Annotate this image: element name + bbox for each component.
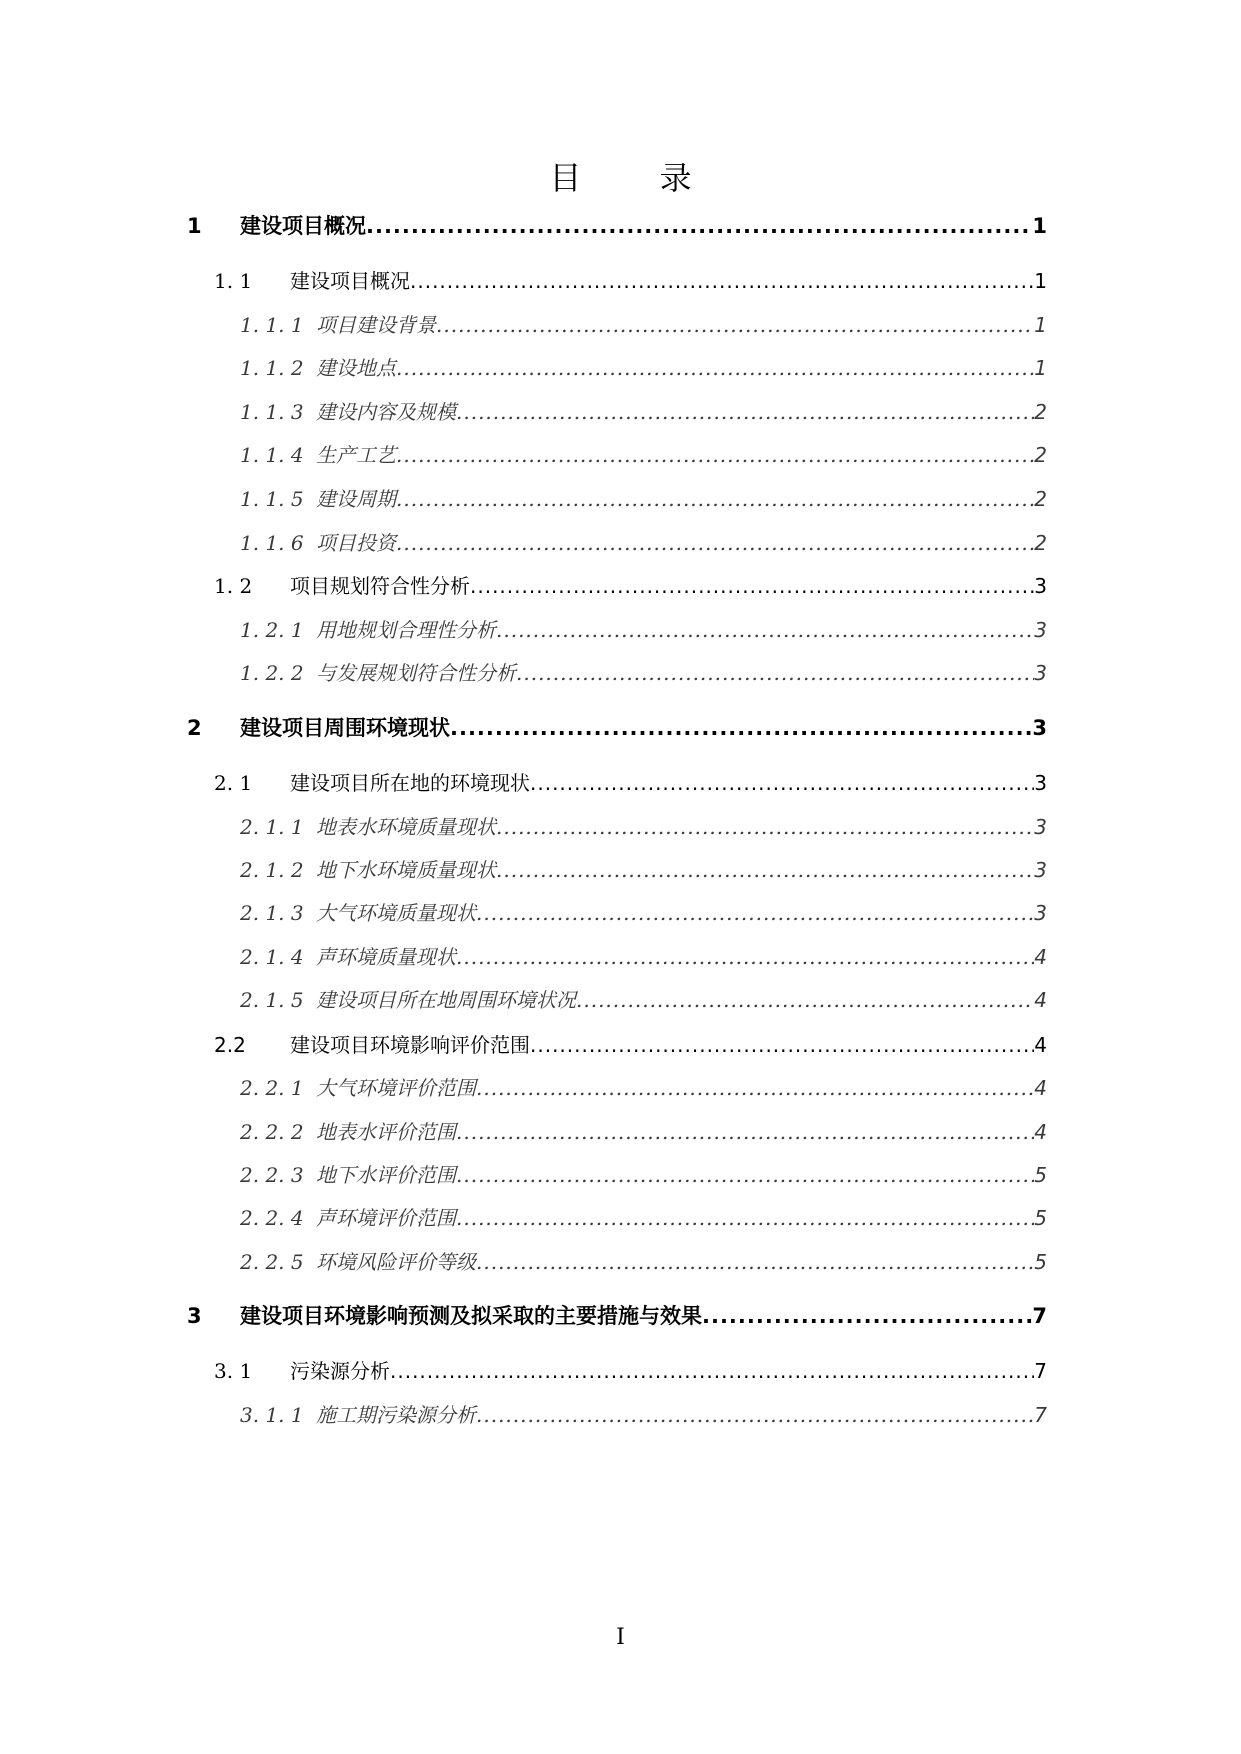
toc-entry-number: 3. 1 [214,1359,253,1383]
toc-entry-level-3[interactable] [0,440,1241,470]
toc-entry-leader [316,440,1047,470]
toc-entry-page: 1 [1034,313,1047,337]
dot-leader [396,353,1034,383]
toc-entry-page: 2 [1034,531,1047,555]
dot-leader [516,658,1034,688]
toc-entry-level-2[interactable] [0,768,1241,798]
toc-entry-leader [316,484,1047,514]
toc-entry-page: 1 [1034,269,1047,293]
toc-entry-page: 5 [1034,1206,1047,1230]
toc-entry-title: 建设项目概况 [290,269,410,293]
toc-entry-number: 2. 2. 5 [240,1250,304,1274]
toc-entry-title: 项目规划符合性分析 [290,574,470,598]
dot-leader [576,985,1034,1015]
toc-entry-leader [316,855,1047,885]
toc-entry-number: 2. 1. 3 [240,901,304,925]
toc-entry-leader [316,1073,1047,1103]
toc-entry-leader [290,1030,1047,1060]
toc-entry-level-3[interactable] [0,397,1241,427]
dot-leader [530,768,1034,798]
toc-entry-leader [316,812,1047,842]
toc-entry-title: 建设内容及规模 [316,400,456,424]
toc-entry-page: 4 [1034,1120,1047,1144]
dot-leader [456,1203,1034,1233]
toc-entry-number: 1. 1. 1 [240,313,304,337]
dot-leader [396,528,1034,558]
dot-leader [496,615,1034,645]
toc-entry-number: 2. 2. 4 [240,1206,304,1230]
dot-leader [390,1356,1034,1386]
toc-entry-number: 1. 2. 2 [240,661,304,685]
toc-entry-leader [316,985,1047,1015]
dot-leader [456,397,1034,427]
toc-entry-leader [316,615,1047,645]
toc-entry-title: 污染源分析 [290,1359,390,1383]
toc-entry-title: 施工期污染源分析 [316,1403,476,1427]
toc-entry-number: 2. 1. 2 [240,858,304,882]
toc-entry-number: 2. 2. 2 [240,1120,304,1144]
dot-leader [476,1400,1034,1430]
toc-entry-page: 4 [1034,1033,1047,1057]
toc-entry-leader [290,266,1047,296]
dot-leader [456,1117,1034,1147]
toc-entry-title: 地表水环境质量现状 [316,815,496,839]
toc-entry-level-2[interactable] [0,571,1241,601]
toc-entry-title: 地下水评价范围 [316,1163,456,1187]
toc-entry-title: 建设项目所在地周围环境状况 [316,988,576,1012]
toc-entry-leader [316,1247,1047,1277]
toc-entry-title: 大气环境评价范围 [316,1076,476,1100]
toc-entry-level-3[interactable] [0,1117,1241,1147]
toc-entry-number: 2. 1. 4 [240,945,304,969]
toc-entry-title: 建设项目环境影响评价范围 [290,1033,530,1057]
toc-entry-title: 建设项目所在地的环境现状 [290,771,530,795]
toc-entry-level-3[interactable] [0,528,1241,558]
dot-leader [456,1160,1034,1190]
toc-entry-level-3[interactable] [0,1160,1241,1190]
toc-entry-number: 2. 2. 3 [240,1163,304,1187]
toc-entry-page: 1 [1032,214,1047,238]
toc-entry-page: 3 [1034,858,1047,882]
toc-entry-level-3[interactable] [0,310,1241,340]
toc-entry-title: 声环境评价范围 [316,1206,456,1230]
toc-entry-title: 建设项目环境影响预测及拟采取的主要措施与效果 [240,1304,702,1328]
toc-entry-page: 4 [1034,945,1047,969]
dot-leader [476,898,1034,928]
toc-entry-title: 建设周期 [316,487,396,511]
toc-entry-level-3[interactable] [0,1400,1241,1430]
toc-entry-page: 2 [1034,400,1047,424]
toc-entry-number: 2. 1 [214,771,253,795]
toc-entry-page: 5 [1034,1163,1047,1187]
toc-entry-level-3[interactable] [0,353,1241,383]
toc-entry-level-3[interactable] [0,1073,1241,1103]
toc-entry-leader [316,310,1047,340]
toc-entry-number: 2. 1. 5 [240,988,304,1012]
toc-entry-page: 3 [1034,901,1047,925]
toc-entry-page: 7 [1034,1359,1047,1383]
toc-entry-level-3[interactable] [0,942,1241,972]
toc-entry-number: 1. 2 [214,574,253,598]
toc-entry-level-1[interactable] [0,1301,1241,1331]
toc-entry-title: 建设项目概况 [240,214,366,238]
toc-entry-leader [290,1356,1047,1386]
toc-entry-number: 1. 1 [214,269,253,293]
toc-entry-title: 项目建设背景 [316,313,436,337]
toc-entry-page: 1 [1034,356,1047,380]
toc-entry-leader [316,397,1047,427]
toc-entry-title: 项目投资 [316,531,396,555]
toc-entry-level-2[interactable] [0,1030,1241,1060]
toc-entry-level-3[interactable] [0,615,1241,645]
toc-entry-number: 2. 1. 1 [240,815,304,839]
toc-entry-page: 3 [1034,574,1047,598]
toc-entry-number: 3. 1. 1 [240,1403,304,1427]
toc-entry-number: 1. 1. 5 [240,487,304,511]
toc-entry-level-3[interactable] [0,985,1241,1015]
dot-leader [396,484,1034,514]
dot-leader [456,942,1034,972]
toc-entry-leader [316,528,1047,558]
toc-entry-level-3[interactable] [0,484,1241,514]
toc-entry-title: 与发展规划符合性分析 [316,661,516,685]
toc-entry-page: 7 [1032,1304,1047,1328]
toc-entry-leader [240,1301,1047,1331]
page-number: I [616,1625,625,1650]
toc-entry-level-1[interactable] [0,211,1241,241]
dot-leader [396,440,1034,470]
toc-entry-level-3[interactable] [0,1203,1241,1233]
toc-entry-leader [316,353,1047,383]
toc-entry-level-1[interactable] [0,713,1241,743]
toc-entry-page: 3 [1034,771,1047,795]
toc-entry-number: 1. 1. 3 [240,400,304,424]
toc-entry-page: 5 [1034,1250,1047,1274]
dot-leader [470,571,1034,601]
dot-leader [366,211,1032,241]
toc-entry-number: 3 [187,1304,202,1328]
toc-entry-level-3[interactable] [0,855,1241,885]
toc-entry-number: 1. 1. 4 [240,443,304,467]
toc-entry-title: 用地规划合理性分析 [316,618,496,642]
toc-entry-title: 声环境质量现状 [316,945,456,969]
toc-entry-leader [316,658,1047,688]
toc-entry-leader [316,1117,1047,1147]
toc-entry-leader [290,768,1047,798]
dot-leader [702,1301,1032,1331]
toc-entry-title: 环境风险评价等级 [316,1250,476,1274]
dot-leader [476,1247,1034,1277]
dot-leader [530,1030,1034,1060]
toc-entry-number: 1. 1. 2 [240,356,304,380]
toc-entry-level-3[interactable] [0,812,1241,842]
toc-entry-title: 建设项目周围环境现状 [240,716,450,740]
toc-entry-leader [240,211,1047,241]
dot-leader [476,1073,1034,1103]
toc-entry-leader [316,1203,1047,1233]
toc-entry-title: 地表水评价范围 [316,1120,456,1144]
dot-leader [410,266,1034,296]
toc-entry-leader [240,713,1047,743]
toc-entry-title: 建设地点 [316,356,396,380]
toc-entry-number: 2. 2. 1 [240,1076,304,1100]
toc-entry-page: 4 [1034,1076,1047,1100]
toc-entry-level-3[interactable] [0,898,1241,928]
toc-entry-title: 生产工艺 [316,443,396,467]
dot-leader [450,713,1032,743]
toc-entry-page: 7 [1034,1403,1047,1427]
toc-entry-number: 1. 2. 1 [240,618,304,642]
toc-entry-number: 2.2 [214,1033,246,1057]
toc-entry-number: 1. 1. 6 [240,531,304,555]
toc-entry-page: 3 [1034,618,1047,642]
toc-entry-number: 1 [187,214,202,238]
toc-entry-leader [316,898,1047,928]
toc-entry-leader [316,1400,1047,1430]
toc-entry-page: 3 [1032,716,1047,740]
toc-entry-leader [316,1160,1047,1190]
dot-leader [496,812,1034,842]
toc-entry-page: 2 [1034,443,1047,467]
toc-title: 目 录 [549,159,726,197]
dot-leader [436,310,1034,340]
toc-entry-leader [316,942,1047,972]
toc-entry-level-2[interactable] [0,266,1241,296]
toc-entry-title: 地下水环境质量现状 [316,858,496,882]
toc-entry-page: 3 [1034,815,1047,839]
toc-entry-level-3[interactable] [0,658,1241,688]
toc-entry-page: 2 [1034,487,1047,511]
dot-leader [496,855,1034,885]
toc-entry-level-2[interactable] [0,1356,1241,1386]
toc-entry-number: 2 [187,716,202,740]
toc-entry-page: 3 [1034,661,1047,685]
toc-entry-page: 4 [1034,988,1047,1012]
toc-entry-level-3[interactable] [0,1247,1241,1277]
toc-entry-leader [290,571,1047,601]
toc-entry-title: 大气环境质量现状 [316,901,476,925]
